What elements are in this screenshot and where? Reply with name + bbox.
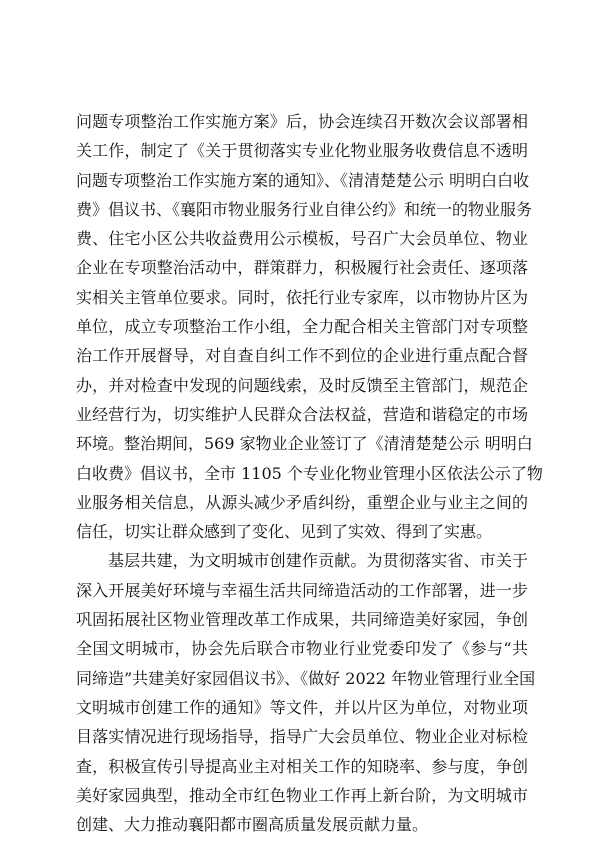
text-line: 文明城市创建工作的通知》等文件，并以片区为单位，对物业项	[76, 697, 528, 717]
text-line: 同缔造”共建美好家园倡议书》、《做好 2022 年物业管理行业全国	[76, 668, 536, 688]
text-line: 目落实情况进行现场指导，指导广大会员单位、物业企业对标检	[76, 727, 528, 747]
text-line: 信任，切实让群众感到了变化、见到了实效、得到了实惠。	[76, 522, 493, 542]
text-line: 问题专项整治工作实施方案的通知》、《清清楚楚公示 明明白白收	[76, 170, 530, 190]
text-line: 业服务相关信息，从源头减少矛盾纠纷，重塑企业与业主之间的	[76, 492, 528, 512]
text-line: 美好家园典型，推动全市红色物业工作再上新台阶，为文明城市	[76, 785, 528, 805]
text-line: 实相关主管单位要求。同时，依托行业专家库，以市物协片区为	[76, 287, 528, 307]
text-line: 单位，成立专项整治工作小组，全力配合相关主管部门对专项整	[76, 317, 528, 337]
text-line: 创建、大力推动襄阳都市圈高质量发展贡献力量。	[76, 815, 429, 835]
text-line: 费、住宅小区公共收益费用公示模板，号召广大会员单位、物业	[76, 229, 528, 249]
text-line: 治工作开展督导，对自查自纠工作不到位的企业进行重点配合督	[76, 346, 528, 366]
text-line: 深入开展美好环境与幸福生活共同缔造活动的工作部署，进一步	[76, 580, 528, 600]
document-body	[76, 107, 543, 839]
text-line: 关工作，制定了《关于贯彻落实专业化物业服务收费信息不透明	[76, 141, 528, 161]
text-line: 环境。整治期间，569 家物业企业签订了《清清楚楚公示 明明白	[76, 434, 533, 454]
text-line: 白收费》倡议书，全市 1105 个专业化物业管理小区依法公示了物	[76, 463, 543, 483]
paragraph	[76, 107, 543, 546]
text-line: 全国文明城市，协会先后联合市物业行业党委印发了《参与“共	[76, 639, 528, 659]
text-line: 问题专项整治工作实施方案》后，协会连续召开数次会议部署相	[76, 112, 528, 131]
text-line: 办，并对检查中发现的问题线索，及时反馈至主管部门，规范企	[76, 375, 528, 395]
text-line: 巩固拓展社区物业管理改革工作成果，共同缔造美好家园，争创	[76, 610, 528, 630]
text-line: 费》倡议书、《襄阳市物业服务行业自律公约》和统一的物业服务	[76, 199, 533, 219]
text-line: 查，积极宣传引导提高业主对相关工作的知晓率、参与度，争创	[76, 756, 528, 776]
text-line: 企业在专项整治活动中，群策群力，积极履行社会责任、逐项落	[76, 258, 528, 278]
text-line: 业经营行为，切实维护人民群众合法权益，营造和谐稳定的市场	[76, 404, 528, 424]
paragraph	[76, 546, 536, 839]
text-line: 基层共建，为文明城市创建作贡献。为贯彻落实省、市关于	[108, 551, 528, 571]
